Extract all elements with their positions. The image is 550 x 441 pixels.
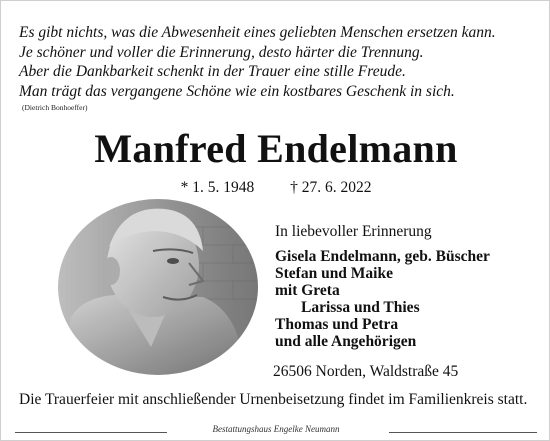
mourner-line: Stefan und Maike (275, 265, 393, 282)
bonhoeffer-quote (19, 23, 539, 101)
quote-line: Je schöner und voller die Erinnerung, desto härter die Trennung. (19, 43, 424, 61)
quote-author: (Dietrich Bonhoeffer) (22, 103, 88, 112)
birth-date: * 1. 5. 1948 (180, 179, 255, 196)
mourner-line: mit Greta (275, 282, 340, 299)
quote-line: Aber die Dankbarkeit schenkt in der Trauer eine stille Freude. (19, 63, 406, 80)
in-memory-text: In liebevoller Erinnerung (275, 223, 432, 240)
mourner-line: und alle Angehörigen (275, 333, 417, 350)
quote-line: Man trägt das vergangene Schöne wie ein kostbares Geschenk in sich. (19, 82, 455, 100)
ceremony-notice: Die Trauerfeier mit anschließender Urnenbeisetzung findet im Familienkreis statt. (19, 391, 528, 408)
funeral-home-name: Bestattungshaus Engelke Neumann (212, 424, 340, 434)
portrait-photo (53, 197, 263, 377)
family-address: 26506 Norden, Waldstraße 45 (273, 363, 459, 380)
funeral-home-footer (1, 424, 550, 441)
deceased-name: Manfred Endelmann (94, 126, 458, 171)
footer-divider (389, 432, 537, 433)
quote-line: Es gibt nichts, was die Abwesenheit eines geliebten Menschen ersetzen kann. (19, 24, 496, 41)
mourner-line: Gisela Endelmann, geb. Büscher (275, 248, 490, 265)
mourner-line: Thomas und Petra (275, 316, 399, 333)
mourners-list (275, 248, 490, 350)
mourner-line: Larissa und Thies (301, 299, 420, 316)
life-dates (1, 179, 550, 197)
death-date: † 27. 6. 2022 (290, 179, 372, 196)
